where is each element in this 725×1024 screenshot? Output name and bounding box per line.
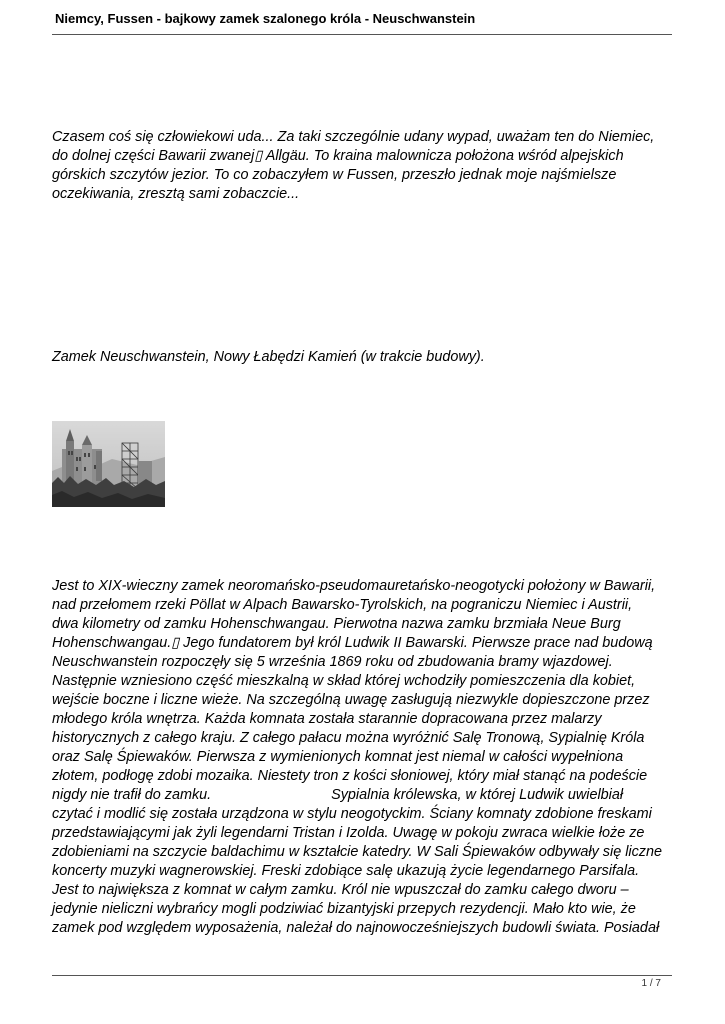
- intro-line: do dolnej części Bawarii zwanej▯ Allgäu. To kraina malownicza położona wśród alpejskich: [52, 148, 624, 164]
- body-line: Hohenschwangau.▯ Jego fundatorem był król Ludwik II Bawarski. Pierwsze prace nad budową: [52, 635, 653, 651]
- intro-line: górskich szczytów jezior. To co zobaczyłem w Fussen, przeszło jednak moje najśmielsze: [52, 167, 617, 183]
- body-line: historycznych z całego kraju. Z całego pałacu można wyróżnić Salę Tronową, Sypialnię Króla: [52, 730, 645, 746]
- castle-construction-photo: [52, 421, 165, 507]
- body-paragraph: [52, 577, 682, 938]
- body-line: Następnie wzniesiono część mieszkalną w skład której wchodziły pomieszczenia dla kobiet,: [52, 673, 636, 689]
- body-line: dwa kilometry od zamku Hohenschwangau. Pierwotna nazwa zamku brzmiała Neue Burg: [52, 616, 621, 632]
- page-number: 1 / 7: [641, 978, 661, 989]
- footer-divider: [52, 975, 672, 976]
- intro-paragraph: [52, 128, 682, 204]
- body-line: nad przełomem rzeki Pöllat w Alpach Bawarsko-Tyrolskich, na pograniczu Niemiec i Austrii,: [52, 597, 633, 613]
- body-line: wejście boczne i liczne wieże. Na szczególną uwagę zasługują niezwykle dopieszczone przez: [52, 692, 650, 708]
- body-line: Jest to XIX-wieczny zamek neoromańsko-pseudomauretańsko-neogotycki położony w Bawarii,: [52, 578, 656, 594]
- body-line: zdobieniami na szczycie baldachimu w kształcie katedry. W Sali Śpiewaków odbywały się liczne: [52, 844, 662, 860]
- body-line: oraz Salę Śpiewaków. Pierwsza z wymienionych komnat jest niemal w całości wypełniona: [52, 749, 624, 765]
- body-line: Neuschwanstein rozpoczęły się 5 września 1869 roku od zbudowania bramy wjazdowej.: [52, 654, 613, 670]
- body-line: czytać i modlić się została urządzona w stylu neogotyckim. Ściany komnaty zdobione freskami: [52, 806, 652, 822]
- body-line: złotem, podłogę zdobi mozaika. Niestety tron z kości słoniowej, który miał stanąć na podeście: [52, 768, 648, 784]
- photo-caption: Zamek Neuschwanstein, Nowy Łabędzi Kamień (w trakcie budowy).: [52, 349, 485, 365]
- body-line: Jest to największa z komnat w całym zamku. Król nie wpuszczał do zamku całego dworu –: [52, 882, 629, 898]
- body-line: przedstawiającymi jak żyli legendarni Tristan i Izolda. Uwagę w pokoju zwraca wielkie łoże ze: [52, 825, 645, 841]
- body-line: jedynie nieliczni wybrańcy mogli podziwiać bizantyjski przepych rezydencji. Mało kto wie, że: [52, 901, 636, 917]
- body-line: młodego króla wnętrza. Każda komnata została starannie dopracowana przez malarzy: [52, 711, 602, 727]
- body-line: koncerty muzyki wagnerowskiej. Freski zdobiące salę ukazują życie legendarnego Parsifala.: [52, 863, 640, 879]
- header-divider: [52, 34, 672, 35]
- intro-line: oczekiwania, zresztą sami zobaczcie...: [52, 186, 300, 202]
- document-title: Niemcy, Fussen - bajkowy zamek szalonego króla - Neuschwanstein: [55, 11, 476, 26]
- body-line: zamek pod względem wyposażenia, należał do najnowocześniejszych budowli świata. Posiadał: [52, 920, 660, 936]
- body-line: nigdy nie trafił do zamku. Sypialnia królewska, w której Ludwik uwielbiał: [52, 787, 624, 803]
- intro-line: Czasem coś się człowiekowi uda... Za taki szczególnie udany wypad, uważam ten do Niemiec,: [52, 129, 655, 145]
